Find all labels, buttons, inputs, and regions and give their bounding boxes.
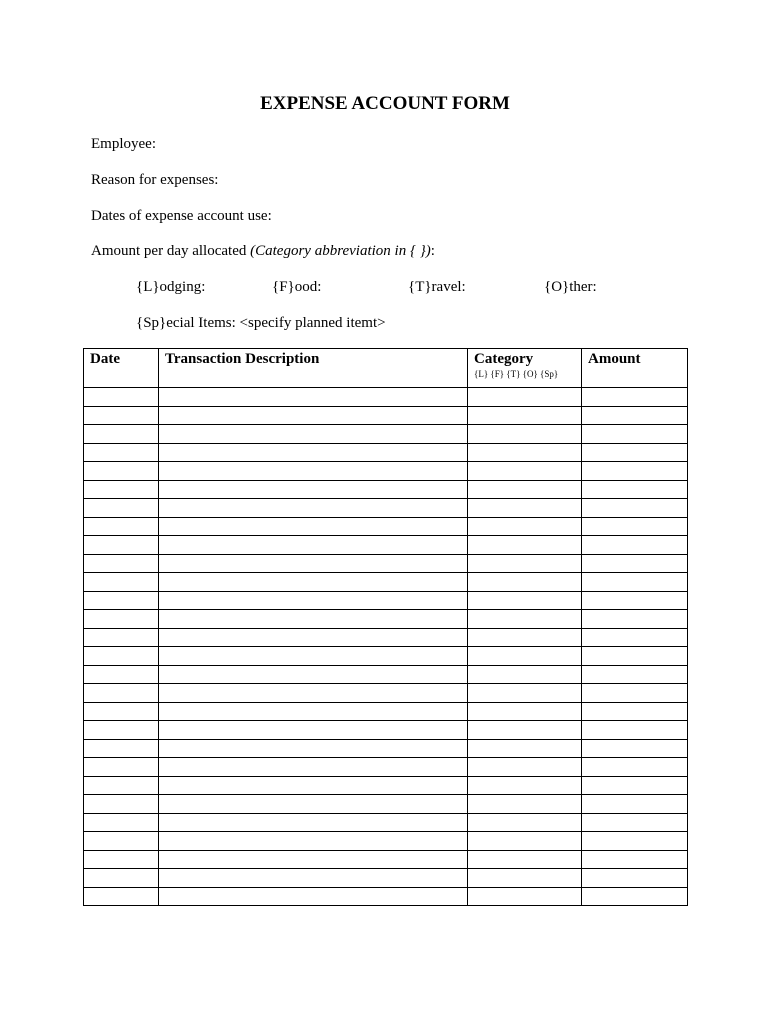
table-row (84, 776, 688, 795)
category-cell[interactable] (468, 887, 582, 906)
description-cell[interactable] (159, 554, 468, 573)
amount-cell[interactable] (582, 388, 688, 407)
amount-cell[interactable] (582, 554, 688, 573)
description-cell[interactable] (159, 702, 468, 721)
table-row (84, 758, 688, 777)
date-cell[interactable] (84, 388, 159, 407)
description-cell[interactable] (159, 388, 468, 407)
table-header-row (84, 349, 688, 388)
table-row (84, 480, 688, 499)
date-cell[interactable] (84, 721, 159, 740)
dates-label: Dates of expense account use: (91, 208, 272, 224)
table-row (84, 869, 688, 888)
amount-cell[interactable] (582, 480, 688, 499)
amount-cell[interactable] (582, 573, 688, 592)
table-row (84, 887, 688, 906)
date-cell[interactable] (84, 591, 159, 610)
date-cell[interactable] (84, 610, 159, 629)
description-cell[interactable] (159, 443, 468, 462)
category-cell[interactable] (468, 462, 582, 481)
date-cell[interactable] (84, 832, 159, 851)
category-cell[interactable] (468, 869, 582, 888)
category-cell[interactable] (468, 647, 582, 666)
description-cell[interactable] (159, 887, 468, 906)
date-cell[interactable] (84, 406, 159, 425)
lodging-label: {L}odging: (136, 279, 206, 295)
table-row (84, 795, 688, 814)
table-row (84, 702, 688, 721)
date-cell[interactable] (84, 776, 159, 795)
amount-per-day-line (91, 243, 435, 260)
category-cell[interactable] (468, 499, 582, 518)
amount-label: Amount per day allocated (91, 243, 251, 259)
date-cell[interactable] (84, 887, 159, 906)
amount-cell[interactable] (582, 499, 688, 518)
table-row (84, 647, 688, 666)
other-label: {O}ther: (544, 279, 597, 295)
table-row (84, 610, 688, 629)
amount-cell[interactable] (582, 887, 688, 906)
table-row (84, 628, 688, 647)
table-row (84, 721, 688, 740)
table-row (84, 832, 688, 851)
description-cell[interactable] (159, 573, 468, 592)
category-cell[interactable] (468, 480, 582, 499)
category-cell[interactable] (468, 517, 582, 536)
amount-cell[interactable] (582, 406, 688, 425)
category-cell[interactable] (468, 591, 582, 610)
description-cell[interactable] (159, 628, 468, 647)
amount-cell[interactable] (582, 665, 688, 684)
category-cell[interactable] (468, 388, 582, 407)
date-cell[interactable] (84, 684, 159, 703)
date-cell[interactable] (84, 647, 159, 666)
amount-cell[interactable] (582, 462, 688, 481)
category-cell[interactable] (468, 758, 582, 777)
amount-note: (Category abbreviation in { }) (250, 243, 431, 259)
amount-cell[interactable] (582, 832, 688, 851)
amount-cell[interactable] (582, 610, 688, 629)
amount-cell[interactable] (582, 702, 688, 721)
description-cell[interactable] (159, 850, 468, 869)
description-cell[interactable] (159, 480, 468, 499)
amount-cell[interactable] (582, 869, 688, 888)
amount-cell[interactable] (582, 591, 688, 610)
table-row (84, 573, 688, 592)
description-cell[interactable] (159, 647, 468, 666)
date-cell[interactable] (84, 758, 159, 777)
amount-cell[interactable] (582, 795, 688, 814)
category-cell[interactable] (468, 536, 582, 555)
description-cell[interactable] (159, 591, 468, 610)
description-cell[interactable] (159, 776, 468, 795)
amount-cell[interactable] (582, 758, 688, 777)
date-cell[interactable] (84, 499, 159, 518)
category-cell[interactable] (468, 684, 582, 703)
date-cell[interactable] (84, 813, 159, 832)
table-row (84, 591, 688, 610)
description-cell[interactable] (159, 462, 468, 481)
food-label: {F}ood: (272, 279, 322, 295)
table-row (84, 850, 688, 869)
category-cell[interactable] (468, 739, 582, 758)
description-cell[interactable] (159, 684, 468, 703)
reason-label: Reason for expenses: (91, 172, 219, 188)
table-row (84, 425, 688, 444)
table-row (84, 517, 688, 536)
date-header: Date (84, 349, 159, 388)
category-cell[interactable] (468, 721, 582, 740)
date-cell[interactable] (84, 573, 159, 592)
date-cell[interactable] (84, 869, 159, 888)
category-cell[interactable] (468, 665, 582, 684)
description-cell[interactable] (159, 813, 468, 832)
table-row (84, 665, 688, 684)
table-row (84, 499, 688, 518)
date-cell[interactable] (84, 480, 159, 499)
expense-table (83, 348, 688, 906)
description-cell[interactable] (159, 721, 468, 740)
date-cell[interactable] (84, 702, 159, 721)
amount-cell[interactable] (582, 425, 688, 444)
description-cell[interactable] (159, 758, 468, 777)
category-header (468, 349, 582, 388)
table-row (84, 536, 688, 555)
amount-cell[interactable] (582, 647, 688, 666)
category-cell[interactable] (468, 554, 582, 573)
amount-cell[interactable] (582, 536, 688, 555)
table-row (84, 554, 688, 573)
description-cell[interactable] (159, 536, 468, 555)
date-cell[interactable] (84, 554, 159, 573)
form-title: EXPENSE ACCOUNT FORM (260, 93, 510, 114)
category-cell[interactable] (468, 573, 582, 592)
table-row (84, 813, 688, 832)
category-cell[interactable] (468, 443, 582, 462)
amount-cell[interactable] (582, 850, 688, 869)
table-row (84, 684, 688, 703)
table-row (84, 406, 688, 425)
date-cell[interactable] (84, 462, 159, 481)
date-cell[interactable] (84, 739, 159, 758)
date-cell[interactable] (84, 628, 159, 647)
date-cell[interactable] (84, 850, 159, 869)
special-items-label: {Sp}ecial Items: <specify planned itemt> (136, 315, 386, 331)
travel-label: {T}ravel: (408, 279, 466, 295)
amount-cell[interactable] (582, 517, 688, 536)
date-cell[interactable] (84, 795, 159, 814)
date-cell[interactable] (84, 443, 159, 462)
description-cell[interactable] (159, 795, 468, 814)
table-row (84, 443, 688, 462)
employee-label: Employee: (91, 136, 156, 152)
amount-cell[interactable] (582, 443, 688, 462)
table-row (84, 462, 688, 481)
amount-cell[interactable] (582, 739, 688, 758)
category-cell[interactable] (468, 776, 582, 795)
date-cell[interactable] (84, 517, 159, 536)
amount-header: Amount (582, 349, 688, 388)
category-header-abbreviations: {L} {F} {T} {O} {Sp} (474, 369, 559, 379)
description-cell[interactable] (159, 832, 468, 851)
description-cell[interactable] (159, 869, 468, 888)
description-cell[interactable] (159, 610, 468, 629)
amount-cell[interactable] (582, 813, 688, 832)
category-cell[interactable] (468, 425, 582, 444)
description-cell[interactable] (159, 517, 468, 536)
description-cell[interactable] (159, 499, 468, 518)
category-cell[interactable] (468, 795, 582, 814)
description-cell[interactable] (159, 739, 468, 758)
description-cell[interactable] (159, 406, 468, 425)
category-cell[interactable] (468, 610, 582, 629)
amount-cell[interactable] (582, 628, 688, 647)
category-cell[interactable] (468, 813, 582, 832)
date-cell[interactable] (84, 425, 159, 444)
date-cell[interactable] (84, 536, 159, 555)
amount-cell[interactable] (582, 776, 688, 795)
amount-cell[interactable] (582, 721, 688, 740)
table-row (84, 739, 688, 758)
category-cell[interactable] (468, 702, 582, 721)
description-cell[interactable] (159, 665, 468, 684)
table-row (84, 388, 688, 407)
category-cell[interactable] (468, 832, 582, 851)
category-cell[interactable] (468, 850, 582, 869)
category-header-label: Category (474, 351, 534, 367)
date-cell[interactable] (84, 665, 159, 684)
description-cell[interactable] (159, 425, 468, 444)
category-cell[interactable] (468, 406, 582, 425)
table-body (84, 388, 688, 906)
amount-cell[interactable] (582, 684, 688, 703)
amount-colon: : (430, 243, 435, 259)
description-header: Transaction Description (159, 349, 468, 388)
category-cell[interactable] (468, 628, 582, 647)
